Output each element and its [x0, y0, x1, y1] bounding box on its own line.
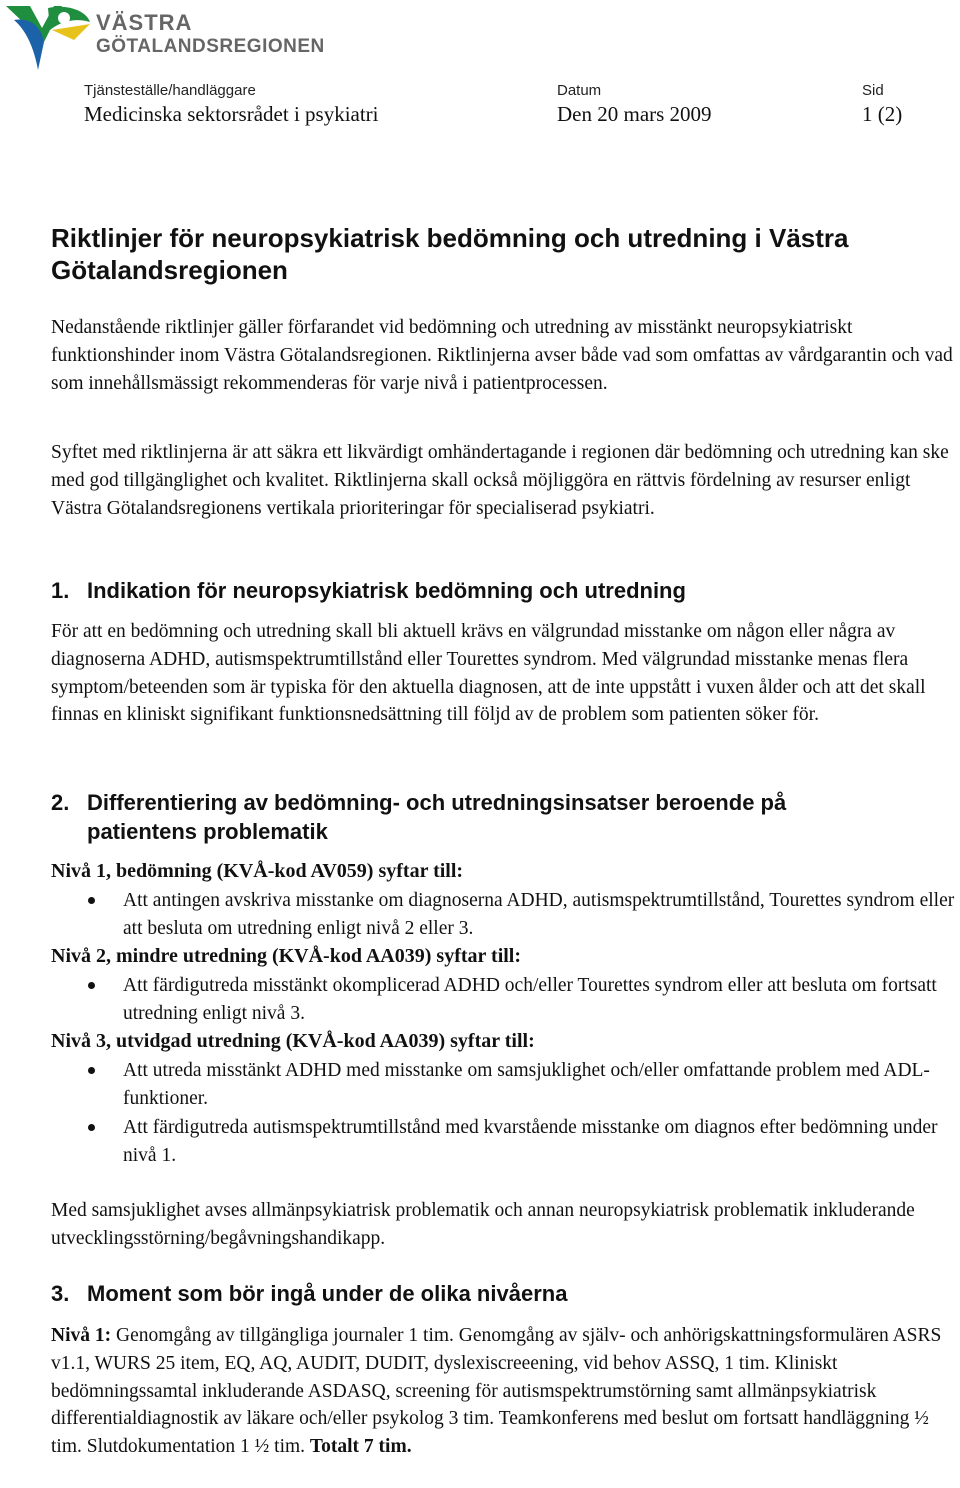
- section-title: Moment som bör ingå under de olika nivåerna: [87, 1281, 568, 1306]
- section-3-heading: [0, 1279, 960, 1309]
- level-1-heading: Nivå 1, bedömning (KVÅ-kod AV059) syftar till:: [51, 860, 464, 882]
- level-2-heading: Nivå 2, mindre utredning (KVÅ-kod AA039) syftar till:: [51, 945, 522, 967]
- bullet-icon: [88, 1067, 95, 1074]
- intro-paragraph-2: Syftet med riktlinjerna är att säkra ett likvärdigt omhändertagande i regionen där bedömning och utredning kan ske med god tillgänglighet och kvalitet. Riktlinjerna skall också möjliggöra en rättvis fördelning av resurser enligt Västra Götalandsregionens vertikala prioriteringar för specialiserad psykiatri.: [51, 442, 949, 519]
- region-logo-mark: [4, 0, 354, 74]
- region-logo: [4, 0, 354, 74]
- document-date: Den 20 mars 2009: [557, 102, 712, 126]
- section-2-note: Med samsjuklighet avses allmänpsykiatrisk problematik och annan neuropsykiatrisk problematik inkluderande utvecklingsstörning/begåvningshandikapp.: [51, 1200, 915, 1249]
- level-description: Genomgång av tillgängliga journaler 1 tim. Genomgång av själv- och anhörigskattningsformulären ASRS v1.1, WURS 25 item, EQ, AQ, AUDIT, DUDIT, dyslexiscreeening, vid behov ASSQ, 1 tim. Kliniskt bedömningssamtal inkluderande ASDASQ, screening för autismspektrumstörning samt allmänpsykiatrisk differentialdiagnostik av läkare och/eller psykolog 3 tim. Teamkonferens med beslut om fortsatt handläggning ½ tim. Slutdokumentation 1 ½ tim.: [51, 1325, 942, 1458]
- document-title: Riktlinjer för neuropsykiatrisk bedömning och utredning i Västra Götalandsregionen: [51, 223, 849, 285]
- section-2-heading: [0, 788, 960, 848]
- level-3-heading: Nivå 3, utvidgad utredning (KVÅ-kod AA039) syftar till:: [51, 1030, 535, 1052]
- list-item: Att färdigutreda misstänkt okomplicerad ADHD och/eller Tourettes syndrom eller att besluta om fortsatt utredning enligt nivå 3.: [51, 972, 956, 1027]
- section-title-line-2: patientens problematik: [87, 819, 328, 844]
- page-number: 1 (2): [862, 102, 903, 126]
- list-item: Att antingen avskriva misstanke om diagnoserna ADHD, autismspektrumtillstånd, Tourettes syndrom eller att besluta om utredning enligt nivå 2 eller 3.: [51, 887, 956, 942]
- section-number: 1.: [51, 578, 70, 603]
- section-1-text: För att en bedömning och utredning skall bli aktuell krävs en välgrundad misstanke om någon eller några av diagnoserna ADHD, autismspektrumtillstånd eller Tourettes syndrom. Med välgrundad misstanke menas flera symptom/beteenden som är typiska för den aktuella diagnosen, att de inte uppstått i vuxen ålder och att det skall finnas en kliniskt signifikant funktionsnedsättning till följd av de problem som patienten söker för.: [51, 621, 926, 726]
- department-name: Medicinska sektorsrådet i psykiatri: [84, 102, 379, 126]
- section-1-heading: [0, 576, 960, 606]
- level-2-list: [51, 972, 956, 1029]
- level-3-list: [51, 1057, 956, 1171]
- section-number: 3.: [51, 1281, 70, 1306]
- svg-text:GÖTALANDSREGIONEN: GÖTALANDSREGIONEN: [96, 36, 325, 57]
- bullet-icon: [88, 897, 95, 904]
- list-item: Att utreda misstänkt ADHD med misstanke om samsjuklighet och/eller omfattande problem med ADL-funktioner.: [51, 1057, 956, 1112]
- date-label: Datum: [557, 82, 602, 99]
- list-item: Att färdigutreda autismspektrumtillstånd med kvarstående misstanke om diagnos efter bedömning under nivå 1.: [51, 1114, 956, 1169]
- level-label: Nivå 1:: [51, 1325, 112, 1346]
- page-label: Sid: [862, 82, 884, 99]
- bullet-icon: [88, 1124, 95, 1131]
- svg-text:VÄSTRA: VÄSTRA: [96, 10, 193, 35]
- section-title-line-1: Differentiering av bedömning- och utredningsinsatser beroende på: [87, 790, 787, 815]
- total-time: Totalt 7 tim.: [309, 1436, 412, 1458]
- level-1-list: [51, 887, 956, 944]
- section-number: 2.: [51, 790, 70, 815]
- department-label: Tjänsteställe/handläggare: [84, 82, 256, 99]
- section-3-text: [51, 1322, 956, 1461]
- intro-paragraph-1: Nedanstående riktlinjer gäller förfarandet vid bedömning och utredning av misstänkt neuropsykiatriskt funktionshinder inom Västra Götalandsregionen. Riktlinjerna avser både vad som omfattas av vårdgarantin och vad som innehållsmässigt rekommenderas för varje nivå i patientprocessen.: [51, 317, 953, 394]
- section-title: Indikation för neuropsykiatrisk bedömning och utredning: [87, 578, 686, 603]
- bullet-icon: [88, 982, 95, 989]
